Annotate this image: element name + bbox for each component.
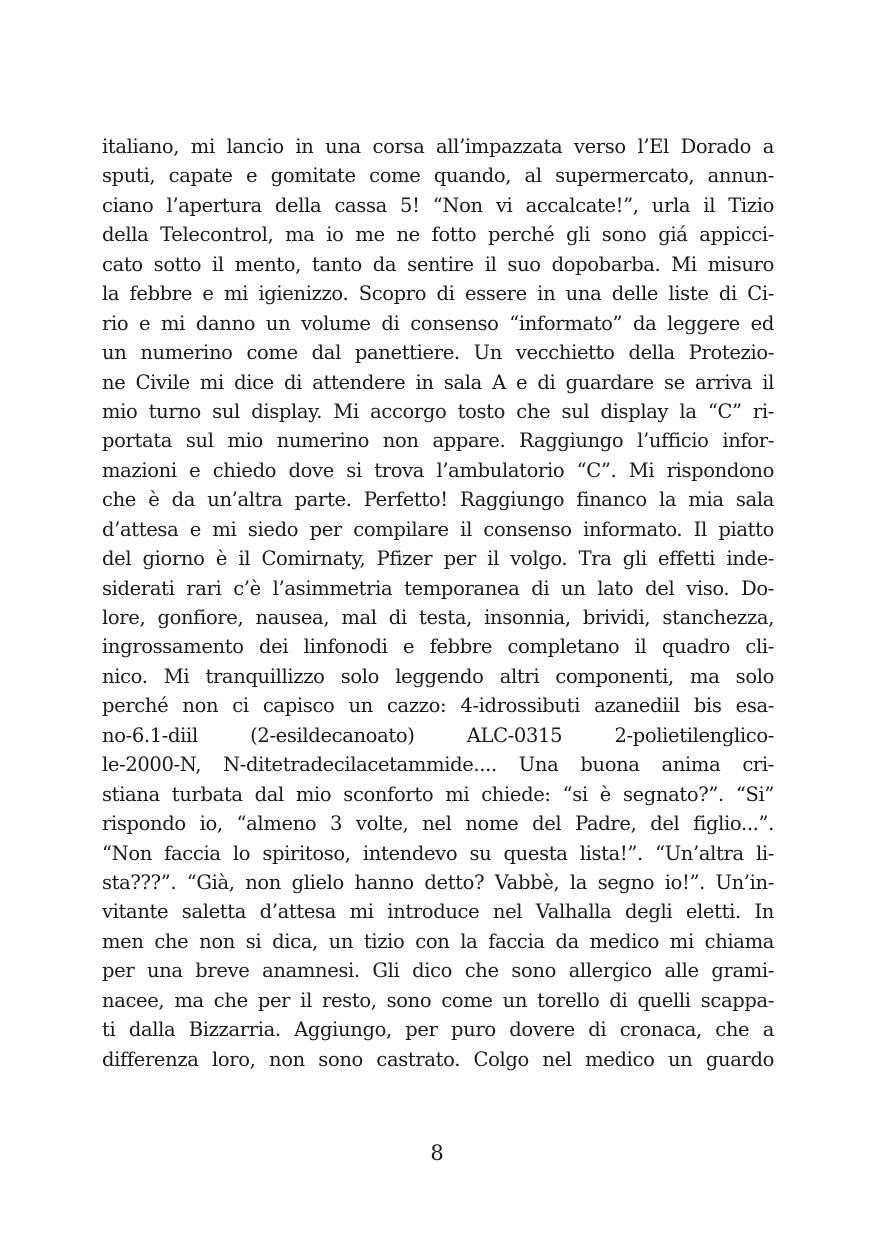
text-line: sputi, capate e gomitate come quando, al supermercato, annun-	[102, 164, 774, 188]
page-number: 8	[430, 1141, 444, 1165]
text-line: stiana turbata dal mio sconforto mi chiede: “si è segnato?”. “Si”	[102, 782, 774, 806]
text-line: della Telecontrol, ma io me ne fotto perché gli sono giá appicci-	[102, 223, 774, 247]
text-line: un numerino come dal panettiere. Un vecchietto della Protezio-	[102, 341, 774, 365]
text-line: ingrossamento dei linfonodi e febbre completano il quadro cli-	[102, 635, 774, 659]
text-line: rio e mi danno un volume di consenso “informato” da leggere ed	[102, 311, 774, 335]
text-line: lore, gonfiore, nausea, mal di testa, insonnia, brividi, stanchezza,	[102, 606, 774, 629]
text-line: nacee, ma che per il resto, sono come un torello di quelli scappa-	[102, 988, 774, 1012]
body-text	[102, 132, 774, 1074]
text-line: ne Civile mi dice di attendere in sala A e di guardare se arriva il	[102, 370, 774, 394]
text-line: nico. Mi tranquillizzo solo leggendo altri componenti, ma solo	[102, 664, 774, 688]
text-line: per una breve anamnesi. Gli dico che sono allergico alle grami-	[102, 959, 774, 983]
text-line: la febbre e mi igienizzo. Scopro di essere in una delle liste di Ci-	[102, 282, 774, 306]
text-line: differenza loro, non sono castrato. Colgo nel medico un guardo	[102, 1047, 774, 1071]
text-line: d’attesa e mi siedo per compilare il consenso informato. Il piatto	[102, 517, 774, 541]
text-line: portata sul mio numerino non appare. Raggiungo l’ufficio infor-	[102, 429, 774, 453]
text-line: siderati rari c’è l’asimmetria temporanea di un lato del viso. Do-	[102, 576, 774, 600]
text-line: cato sotto il mento, tanto da sentire il suo dopobarba. Mi misuro	[102, 252, 774, 276]
text-line: mazioni e chiedo dove si trova l’ambulatorio “C”. Mi rispondono	[102, 458, 774, 482]
text-line: le-2000-N, N-ditetradecilacetammide.... Una buona anima cri-	[102, 753, 774, 777]
text-line: perché non ci capisco un cazzo: 4-idrossibuti azanediil bis esa-	[102, 694, 774, 718]
text-line: men che non si dica, un tizio con la faccia da medico mi chiama	[102, 929, 774, 953]
text-line: italiano, mi lancio in una corsa all’impazzata verso l’El Dorado a	[102, 135, 774, 158]
text-line: che è da un’altra parte. Perfetto! Raggiungo financo la mia sala	[102, 488, 774, 512]
text-line: mio turno sul display. Mi accorgo tosto che sul display la “C” ri-	[102, 399, 774, 423]
text-line: no-6.1-diil (2-esildecanoato) ALC-0315 2-polietilenglico-	[102, 723, 774, 747]
text-line: ciano l’apertura della cassa 5! “Non vi accalcate!”, urla il Tizio	[102, 193, 774, 217]
text-line: “Non faccia lo spiritoso, intendevo su questa lista!”. “Un’altra li-	[102, 841, 774, 865]
text-line: del giorno è il Comirnaty, Pfizer per il volgo. Tra gli effetti inde-	[102, 547, 774, 571]
text-line: vitante saletta d’attesa mi introduce nel Valhalla degli eletti. In	[102, 900, 774, 924]
text-line: sta???”. “Già, non glielo hanno detto? Vabbè, la segno io!”. Un’in-	[102, 870, 774, 894]
text-line: rispondo io, “almeno 3 volte, nel nome del Padre, del figlio...”.	[102, 812, 774, 836]
text-line: ti dalla Bizzarria. Aggiungo, per puro dovere di cronaca, che a	[102, 1018, 774, 1042]
